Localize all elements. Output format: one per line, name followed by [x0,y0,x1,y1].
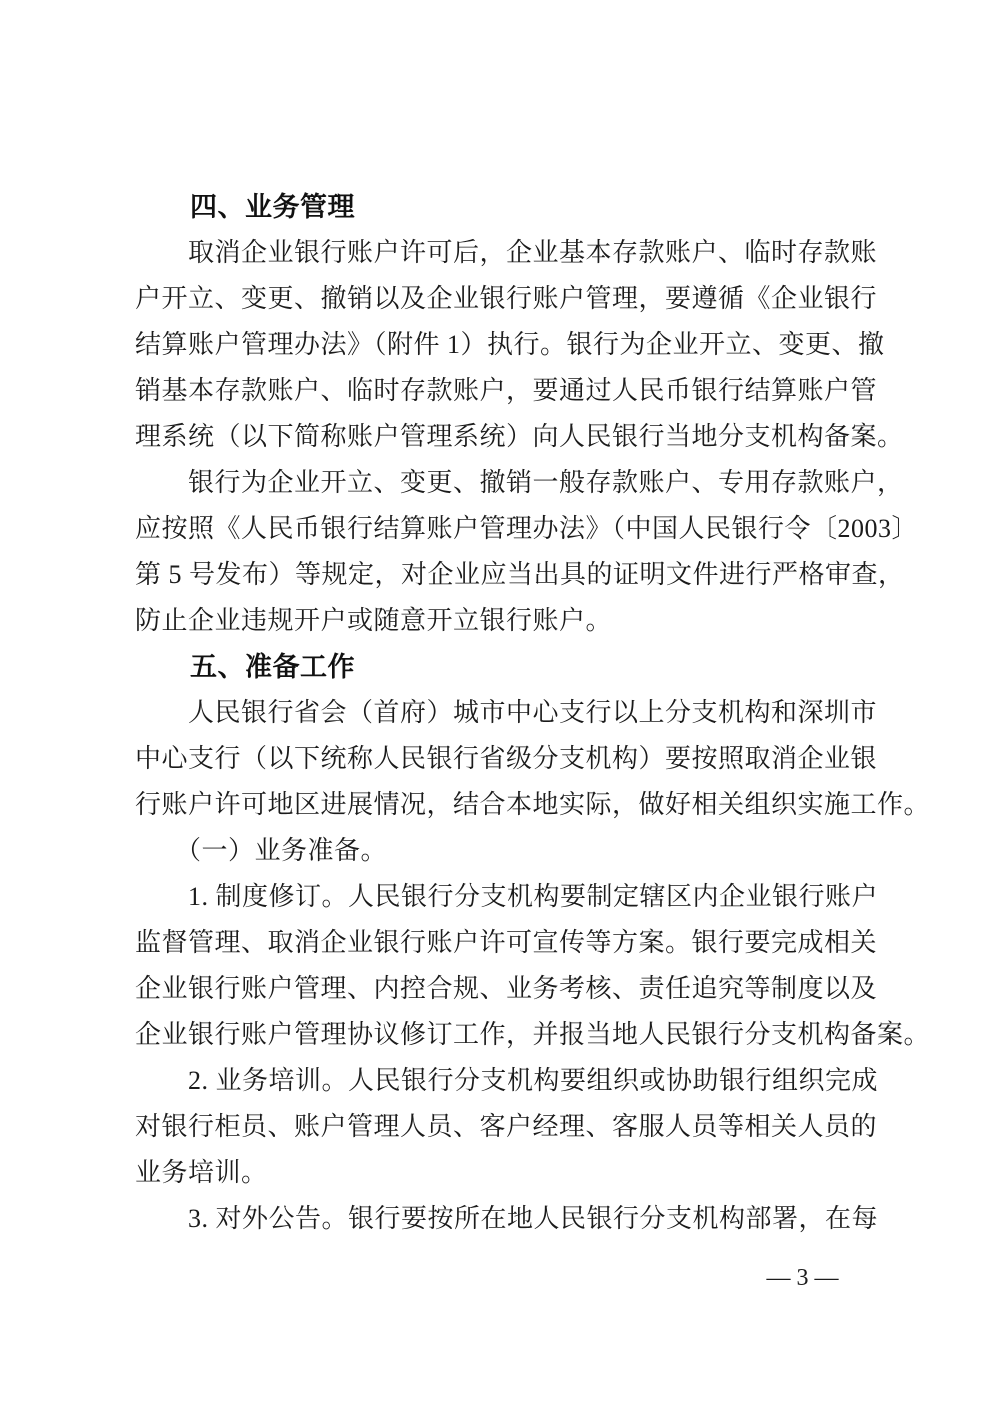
text-line: 取消企业银行账户许可后，企业基本存款账户、临时存款账 [135,238,878,267]
text-line: 第 5 号发布）等规定，对企业应当出具的证明文件进行严格审查， [135,560,905,589]
text-line: 户开立、变更、撤销以及企业银行账户管理，要遵循《企业银行 [135,284,878,313]
text-line: 理系统（以下简称账户管理系统）向人民银行当地分支机构备案。 [135,422,904,451]
text-line: 企业银行账户管理协议修订工作，并报当地人民银行分支机构备案。 [135,1020,931,1049]
text-line: 3. 对外公告。银行要按所在地人民银行分支机构部署，在每 [135,1204,879,1233]
text-line: 1. 制度修订。人民银行分支机构要制定辖区内企业银行账户 [135,882,879,911]
text-line: 结算账户管理办法》（附件 1）执行。银行为企业开立、变更、撤 [135,330,885,359]
text-line: 应按照《人民币银行结算账户管理办法》（中国人民银行令〔2003〕 [135,514,919,543]
text-line: 防止企业违规开户或随意开立银行账户。 [135,606,613,635]
section-heading: 四、业务管理 [135,192,355,222]
document-body [135,184,931,1242]
text-line: 人民银行省会（首府）城市中心支行以上分支机构和深圳市 [135,698,878,727]
text-line: 业务培训。 [135,1158,268,1187]
text-line: 销基本存款账户、临时存款账户，要通过人民币银行结算账户管 [135,376,878,405]
text-line: 监督管理、取消企业银行账户许可宣传等方案。银行要完成相关 [135,928,878,957]
text-line: 中心支行（以下统称人民银行省级分支机构）要按照取消企业银 [135,744,878,773]
text-line: （一）业务准备。 [135,836,388,865]
text-line: 对银行柜员、账户管理人员、客户经理、客服人员等相关人员的 [135,1112,878,1141]
section-heading: 五、准备工作 [135,652,355,682]
text-line: 行账户许可地区进展情况，结合本地实际，做好相关组织实施工作。 [135,790,931,819]
text-line: 2. 业务培训。人民银行分支机构要组织或协助银行组织完成 [135,1066,879,1095]
text-line: 银行为企业开立、变更、撤销一般存款账户、专用存款账户， [135,468,904,497]
page-number: — 3 — [766,1265,839,1291]
text-line: 企业银行账户管理、内控合规、业务考核、责任追究等制度以及 [135,974,878,1003]
